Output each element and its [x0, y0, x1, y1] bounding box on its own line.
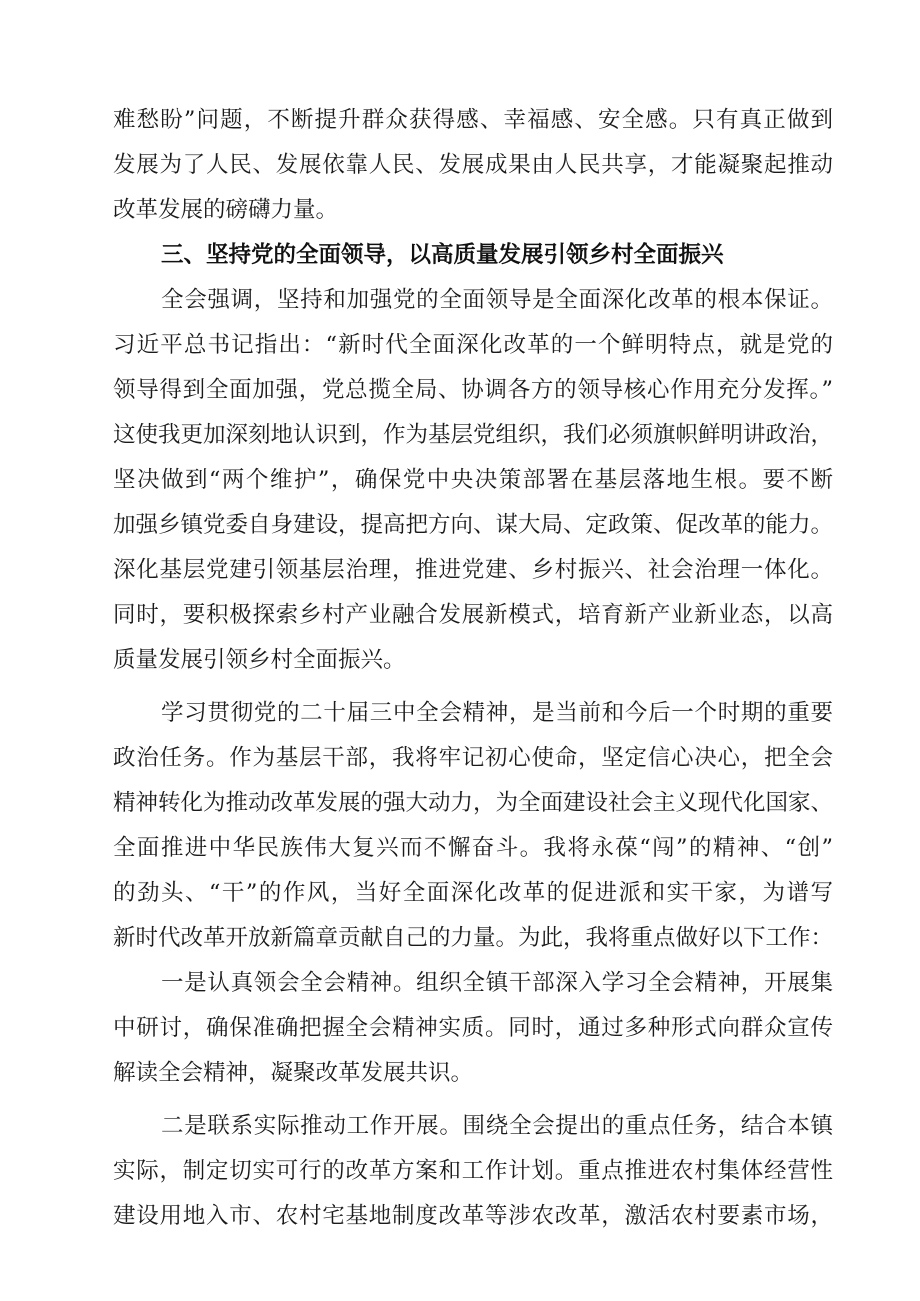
paragraph-line: 坚决做到“两个维护”，确保党中央决策部署在基层落地生根。要不断	[113, 467, 833, 493]
paragraph-line: 精神转化为推动改革发展的强大动力，为全面建设社会主义现代化国家、	[113, 790, 834, 816]
paragraph-line: 这使我更加深刻地认识到，作为基层党组织，我们必须旗帜鲜明讲政治，	[113, 422, 834, 448]
paragraph-line: 的劲头、“干”的作风，当好全面深化改革的促进派和实干家，为谱写	[113, 880, 833, 906]
paragraph-line: 习近平总书记指出：“新时代全面深化改革的一个鲜明特点，就是党的	[113, 332, 833, 358]
paragraph-line: 质量发展引领乡村全面振兴。	[113, 647, 406, 673]
paragraph-line: 全会强调，坚持和加强党的全面领导是全面深化改革的根本保证。	[161, 287, 833, 313]
paragraph-line: 一是认真领会全会精神。组织全镇干部深入学习全会精神，开展集	[161, 970, 833, 996]
section-heading: 三、坚持党的全面领导，以高质量发展引领乡村全面振兴	[161, 242, 724, 268]
paragraph-line: 中研讨，确保准确把握全会精神实质。同时，通过多种形式向群众宣传	[113, 1015, 833, 1041]
paragraph-line: 难愁盼”问题，不断提升群众获得感、幸福感、安全感。只有真正做到	[113, 107, 833, 133]
paragraph-line: 实际，制定切实可行的改革方案和工作计划。重点推进农村集体经营性	[113, 1158, 833, 1184]
leadership-paragraph	[113, 278, 833, 683]
paragraph-line: 二是联系实际推动工作开展。围绕全会提出的重点任务，结合本镇	[161, 1113, 833, 1139]
paragraph-line: 政治任务。作为基层干部，我将牢记初心使命，坚定信心决心，把全会	[113, 745, 833, 771]
paragraph-spacer	[113, 1096, 833, 1104]
paragraph-line: 同时，要积极探索乡村产业融合发展新模式，培育新产业新业态，以高	[113, 602, 833, 628]
paragraph-line: 加强乡镇党委自身建设，提高把方向、谋大局、定政策、促改革的能力。	[113, 512, 834, 538]
paragraph-line: 建设用地入市、农村宅基地制度改革等涉农改革，激活农村要素市场，	[113, 1203, 833, 1229]
paragraph-line: 全面推进中华民族伟大复兴而不懈奋斗。我将永葆“闯”的精神、“创”	[113, 835, 833, 861]
paragraph-line: 新时代改革开放新篇章贡献自己的力量。为此，我将重点做好以下工作：	[113, 925, 834, 951]
paragraph-line: 深化基层党建引领基层治理，推进党建、乡村振兴、社会治理一体化。	[113, 557, 833, 583]
item-two-paragraph	[113, 1104, 833, 1239]
paragraph-line: 学习贯彻党的二十届三中全会精神，是当前和今后一个时期的重要	[161, 700, 833, 726]
paragraph-line: 发展为了人民、发展依靠人民、发展成果由人民共享，才能凝聚起推动	[113, 152, 833, 178]
document-body	[113, 98, 833, 1239]
paragraph-line: 改革发展的磅礴力量。	[113, 197, 339, 223]
paragraph-line: 领导得到全面加强，党总揽全局、协调各方的领导核心作用充分发挥。”	[113, 377, 833, 403]
paragraph-spacer	[113, 683, 833, 691]
item-one-paragraph	[113, 961, 833, 1096]
paragraph-line: 解读全会精神，凝聚改革发展共识。	[113, 1060, 474, 1086]
study-paragraph	[113, 691, 833, 961]
intro-paragraph	[113, 98, 833, 233]
